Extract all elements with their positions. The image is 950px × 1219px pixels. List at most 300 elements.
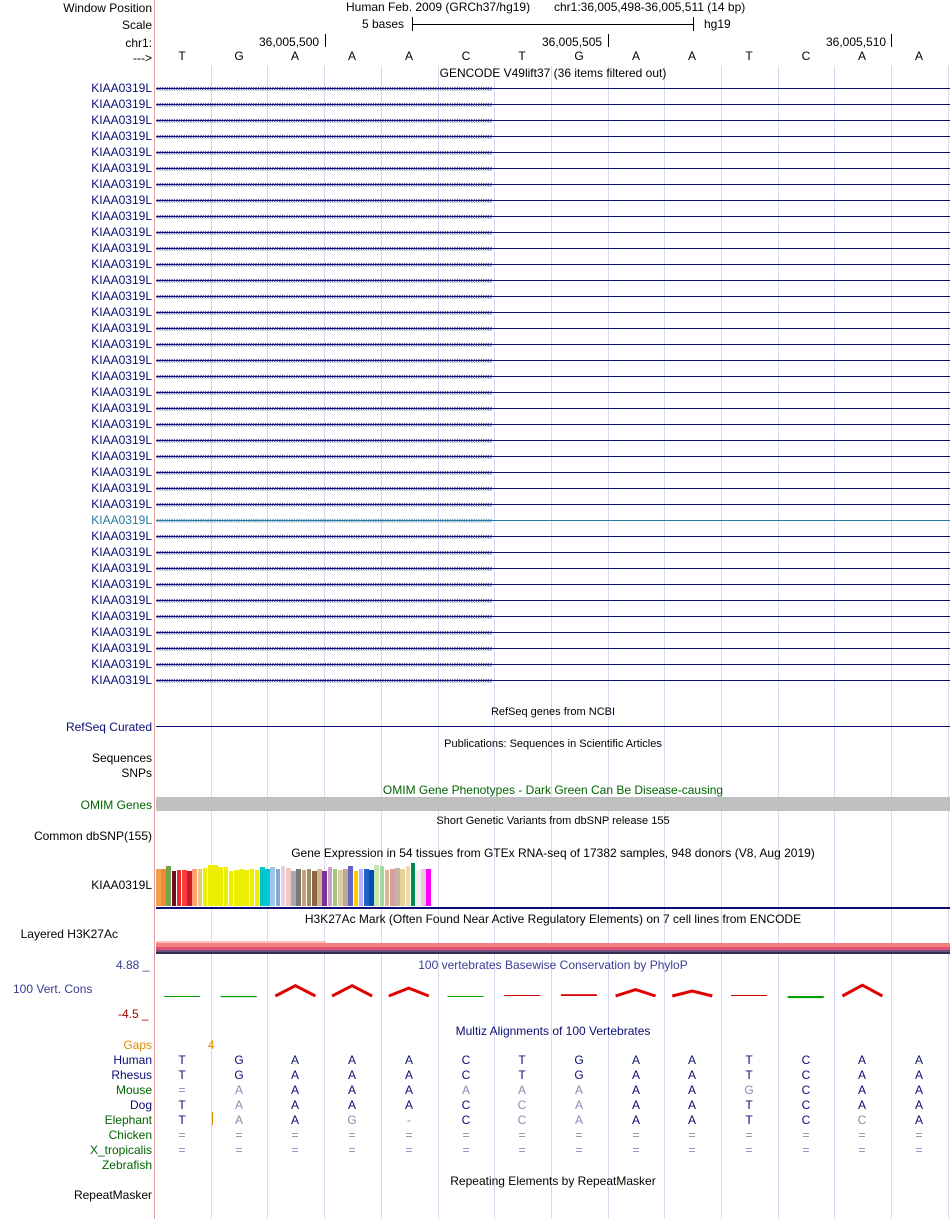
multiz-base: A	[234, 1083, 243, 1097]
gtex-tissue-bar[interactable]	[192, 869, 197, 906]
gencode-gene-label[interactable]: KIAA0319L	[91, 225, 152, 239]
ruler-tick	[325, 34, 326, 47]
multiz-base: A	[290, 1053, 299, 1067]
gtex-label[interactable]: KIAA0319L	[91, 878, 152, 892]
strand-arrows: ‹‹‹‹‹‹‹‹‹‹‹‹‹‹‹‹‹‹‹‹‹‹‹‹‹‹‹‹‹‹‹‹‹‹‹‹‹‹‹‹‹‹‹‹‹‹‹‹‹‹‹‹‹‹‹‹‹‹‹‹‹‹‹‹‹‹‹‹‹‹‹‹‹‹‹‹‹‹‹‹‹‹‹‹‹‹‹‹‹‹‹‹‹‹‹‹‹‹‹‹‹‹‹‹‹‹‹‹‹‹‹‹‹‹‹‹‹‹‹‹‹‹‹‹‹‹‹‹‹‹‹‹‹‹‹‹‹‹‹‹	[156, 643, 492, 653]
strand-arrows: ‹‹‹‹‹‹‹‹‹‹‹‹‹‹‹‹‹‹‹‹‹‹‹‹‹‹‹‹‹‹‹‹‹‹‹‹‹‹‹‹‹‹‹‹‹‹‹‹‹‹‹‹‹‹‹‹‹‹‹‹‹‹‹‹‹‹‹‹‹‹‹‹‹‹‹‹‹‹‹‹‹‹‹‹‹‹‹‹‹‹‹‹‹‹‹‹‹‹‹‹‹‹‹‹‹‹‹‹‹‹‹‹‹‹‹‹‹‹‹‹‹‹‹‹‹‹‹‹‹‹‹‹‹‹‹‹‹‹‹‹	[156, 227, 492, 237]
gencode-transcript[interactable]	[156, 210, 950, 223]
gencode-transcript[interactable]	[156, 354, 950, 367]
gtex-tissue-bar[interactable]	[369, 870, 374, 906]
gtex-tissue-bar[interactable]	[234, 870, 239, 906]
gtex-tissue-bar[interactable]	[265, 869, 270, 906]
gencode-transcript[interactable]	[156, 514, 950, 527]
gtex-tissue-bar[interactable]	[161, 869, 166, 906]
multiz-species-label[interactable]: Chicken	[108, 1128, 152, 1142]
gencode-transcript[interactable]	[156, 498, 950, 511]
strand-arrows: ‹‹‹‹‹‹‹‹‹‹‹‹‹‹‹‹‹‹‹‹‹‹‹‹‹‹‹‹‹‹‹‹‹‹‹‹‹‹‹‹‹‹‹‹‹‹‹‹‹‹‹‹‹‹‹‹‹‹‹‹‹‹‹‹‹‹‹‹‹‹‹‹‹‹‹‹‹‹‹‹‹‹‹‹‹‹‹‹‹‹‹‹‹‹‹‹‹‹‹‹‹‹‹‹‹‹‹‹‹‹‹‹‹‹‹‹‹‹‹‹‹‹‹‹‹‹‹‹‹‹‹‹‹‹‹‹‹‹‹‹	[156, 451, 492, 461]
multiz-base: =	[291, 1128, 299, 1142]
window-position-label: Window Position	[63, 1, 152, 15]
gtex-title: Gene Expression in 54 tissues from GTEx RNA-seq of 17382 samples, 948 donors (V8, Aug 2019)	[291, 846, 815, 860]
multiz-base: A	[914, 1083, 923, 1097]
gencode-gene-label[interactable]: KIAA0319L	[91, 145, 152, 159]
refseq-gene-line[interactable]	[156, 726, 950, 727]
multiz-species-label[interactable]: X_tropicalis	[89, 1143, 152, 1157]
omim-title: OMIM Gene Phenotypes - Dark Green Can Be Disease-causing	[382, 783, 724, 797]
publications-sequences-label[interactable]: Sequences	[91, 751, 152, 765]
dbsnp-label[interactable]: Common dbSNP(155)	[33, 829, 152, 843]
phylop-max-label: 4.88 _	[116, 958, 150, 972]
multiz-base: C	[857, 1113, 867, 1127]
strand-arrows: ‹‹‹‹‹‹‹‹‹‹‹‹‹‹‹‹‹‹‹‹‹‹‹‹‹‹‹‹‹‹‹‹‹‹‹‹‹‹‹‹‹‹‹‹‹‹‹‹‹‹‹‹‹‹‹‹‹‹‹‹‹‹‹‹‹‹‹‹‹‹‹‹‹‹‹‹‹‹‹‹‹‹‹‹‹‹‹‹‹‹‹‹‹‹‹‹‹‹‹‹‹‹‹‹‹‹‹‹‹‹‹‹‹‹‹‹‹‹‹‹‹‹‹‹‹‹‹‹‹‹‹‹‹‹‹‹‹‹‹‹	[156, 243, 492, 253]
gencode-gene-label[interactable]: KIAA0319L	[91, 385, 152, 399]
gencode-gene-label[interactable]: KIAA0319L	[91, 657, 152, 671]
multiz-base: =	[745, 1143, 753, 1157]
gencode-gene-label[interactable]: KIAA0319L	[91, 449, 152, 463]
strand-arrows: ‹‹‹‹‹‹‹‹‹‹‹‹‹‹‹‹‹‹‹‹‹‹‹‹‹‹‹‹‹‹‹‹‹‹‹‹‹‹‹‹‹‹‹‹‹‹‹‹‹‹‹‹‹‹‹‹‹‹‹‹‹‹‹‹‹‹‹‹‹‹‹‹‹‹‹‹‹‹‹‹‹‹‹‹‹‹‹‹‹‹‹‹‹‹‹‹‹‹‹‹‹‹‹‹‹‹‹‹‹‹‹‹‹‹‹‹‹‹‹‹‹‹‹‹‹‹‹‹‹‹‹‹‹‹‹‹‹‹‹‹	[156, 531, 492, 541]
gencode-transcript[interactable]	[156, 434, 950, 447]
multiz-base: T	[518, 1068, 526, 1082]
multiz-base: A	[574, 1113, 583, 1127]
gencode-gene-label[interactable]: KIAA0319L	[91, 673, 152, 687]
gencode-transcript[interactable]	[156, 594, 950, 607]
sequence-base: A	[914, 49, 923, 63]
gencode-transcript[interactable]	[156, 642, 950, 655]
gencode-transcript[interactable]	[156, 370, 950, 383]
multiz-base: =	[235, 1128, 243, 1142]
multiz-base: A	[687, 1068, 696, 1082]
strand-arrows: ‹‹‹‹‹‹‹‹‹‹‹‹‹‹‹‹‹‹‹‹‹‹‹‹‹‹‹‹‹‹‹‹‹‹‹‹‹‹‹‹‹‹‹‹‹‹‹‹‹‹‹‹‹‹‹‹‹‹‹‹‹‹‹‹‹‹‹‹‹‹‹‹‹‹‹‹‹‹‹‹‹‹‹‹‹‹‹‹‹‹‹‹‹‹‹‹‹‹‹‹‹‹‹‹‹‹‹‹‹‹‹‹‹‹‹‹‹‹‹‹‹‹‹‹‹‹‹‹‹‹‹‹‹‹‹‹‹‹‹‹	[156, 163, 492, 173]
gencode-transcript[interactable]	[156, 530, 950, 543]
gencode-gene-label[interactable]: KIAA0319L	[91, 401, 152, 415]
gencode-gene-label[interactable]: KIAA0319L	[91, 593, 152, 607]
gtex-tissue-bar[interactable]	[255, 870, 260, 906]
strand-arrows: ‹‹‹‹‹‹‹‹‹‹‹‹‹‹‹‹‹‹‹‹‹‹‹‹‹‹‹‹‹‹‹‹‹‹‹‹‹‹‹‹‹‹‹‹‹‹‹‹‹‹‹‹‹‹‹‹‹‹‹‹‹‹‹‹‹‹‹‹‹‹‹‹‹‹‹‹‹‹‹‹‹‹‹‹‹‹‹‹‹‹‹‹‹‹‹‹‹‹‹‹‹‹‹‹‹‹‹‹‹‹‹‹‹‹‹‹‹‹‹‹‹‹‹‹‹‹‹‹‹‹‹‹‹‹‹‹‹‹‹‹	[156, 499, 492, 509]
multiz-base: C	[517, 1113, 527, 1127]
multiz-base: A	[914, 1113, 923, 1127]
gtex-tissue-bar[interactable]	[224, 867, 229, 906]
multiz-base: A	[857, 1083, 866, 1097]
gtex-tissue-bar[interactable]	[307, 869, 312, 906]
gtex-tissue-bar[interactable]	[317, 869, 322, 906]
refseq-title: RefSeq genes from NCBI	[490, 706, 616, 718]
publications-snps-label[interactable]: SNPs	[121, 766, 152, 780]
assembly-name: Human Feb. 2009 (GRCh37/hg19)	[346, 0, 531, 14]
multiz-base: G	[574, 1068, 584, 1082]
strand-arrows: ‹‹‹‹‹‹‹‹‹‹‹‹‹‹‹‹‹‹‹‹‹‹‹‹‹‹‹‹‹‹‹‹‹‹‹‹‹‹‹‹‹‹‹‹‹‹‹‹‹‹‹‹‹‹‹‹‹‹‹‹‹‹‹‹‹‹‹‹‹‹‹‹‹‹‹‹‹‹‹‹‹‹‹‹‹‹‹‹‹‹‹‹‹‹‹‹‹‹‹‹‹‹‹‹‹‹‹‹‹‹‹‹‹‹‹‹‹‹‹‹‹‹‹‹‹‹‹‹‹‹‹‹‹‹‹‹‹‹‹‹	[156, 627, 492, 637]
gencode-gene-label[interactable]: KIAA0319L	[91, 97, 152, 111]
multiz-base: A	[404, 1068, 413, 1082]
multiz-base: A	[347, 1068, 356, 1082]
gtex-tissue-bar[interactable]	[328, 867, 333, 906]
gencode-gene-label[interactable]: KIAA0319L	[91, 337, 152, 351]
multiz-base: A	[857, 1068, 866, 1082]
gencode-transcript[interactable]	[156, 546, 950, 559]
multiz-base: A	[404, 1098, 413, 1112]
gencode-transcript[interactable]	[156, 290, 950, 303]
gtex-tissue-bar[interactable]	[374, 865, 379, 906]
strand-arrows: ‹‹‹‹‹‹‹‹‹‹‹‹‹‹‹‹‹‹‹‹‹‹‹‹‹‹‹‹‹‹‹‹‹‹‹‹‹‹‹‹‹‹‹‹‹‹‹‹‹‹‹‹‹‹‹‹‹‹‹‹‹‹‹‹‹‹‹‹‹‹‹‹‹‹‹‹‹‹‹‹‹‹‹‹‹‹‹‹‹‹‹‹‹‹‹‹‹‹‹‹‹‹‹‹‹‹‹‹‹‹‹‹‹‹‹‹‹‹‹‹‹‹‹‹‹‹‹‹‹‹‹‹‹‹‹‹‹‹‹‹	[156, 115, 492, 125]
scale-text: 5 bases	[362, 17, 405, 31]
phylop-peak	[672, 991, 712, 996]
multiz-base: A	[574, 1083, 583, 1097]
gtex-tissue-bar[interactable]	[322, 871, 327, 906]
phylop-score-bar	[164, 996, 200, 997]
sequence-base: T	[178, 49, 186, 63]
gtex-tissue-bar[interactable]	[338, 870, 343, 906]
gtex-tissue-bar[interactable]	[333, 869, 338, 906]
scale-bar	[412, 17, 694, 31]
strand-arrows: ‹‹‹‹‹‹‹‹‹‹‹‹‹‹‹‹‹‹‹‹‹‹‹‹‹‹‹‹‹‹‹‹‹‹‹‹‹‹‹‹‹‹‹‹‹‹‹‹‹‹‹‹‹‹‹‹‹‹‹‹‹‹‹‹‹‹‹‹‹‹‹‹‹‹‹‹‹‹‹‹‹‹‹‹‹‹‹‹‹‹‹‹‹‹‹‹‹‹‹‹‹‹‹‹‹‹‹‹‹‹‹‹‹‹‹‹‹‹‹‹‹‹‹‹‹‹‹‹‹‹‹‹‹‹‹‹‹‹‹‹	[156, 579, 492, 589]
multiz-base: C	[801, 1068, 811, 1082]
strand-arrows: ‹‹‹‹‹‹‹‹‹‹‹‹‹‹‹‹‹‹‹‹‹‹‹‹‹‹‹‹‹‹‹‹‹‹‹‹‹‹‹‹‹‹‹‹‹‹‹‹‹‹‹‹‹‹‹‹‹‹‹‹‹‹‹‹‹‹‹‹‹‹‹‹‹‹‹‹‹‹‹‹‹‹‹‹‹‹‹‹‹‹‹‹‹‹‹‹‹‹‹‹‹‹‹‹‹‹‹‹‹‹‹‹‹‹‹‹‹‹‹‹‹‹‹‹‹‹‹‹‹‹‹‹‹‹‹‹‹‹‹‹	[156, 259, 492, 269]
gencode-transcript[interactable]	[156, 658, 950, 671]
multiz-base: C	[517, 1098, 527, 1112]
gencode-gene-label[interactable]: KIAA0319L	[91, 177, 152, 191]
multiz-base: C	[461, 1068, 471, 1082]
multiz-base: A	[914, 1053, 923, 1067]
gencode-gene-label[interactable]: KIAA0319L	[91, 609, 152, 623]
multiz-base: =	[575, 1143, 583, 1157]
multiz-base: A	[290, 1068, 299, 1082]
gtex-tissue-bar[interactable]	[354, 871, 359, 906]
gencode-gene-label[interactable]: KIAA0319L	[91, 561, 152, 575]
multiz-base: C	[461, 1113, 471, 1127]
gencode-transcript[interactable]	[156, 626, 950, 639]
gtex-tissue-bar[interactable]	[359, 869, 364, 906]
strand-arrows: ‹‹‹‹‹‹‹‹‹‹‹‹‹‹‹‹‹‹‹‹‹‹‹‹‹‹‹‹‹‹‹‹‹‹‹‹‹‹‹‹‹‹‹‹‹‹‹‹‹‹‹‹‹‹‹‹‹‹‹‹‹‹‹‹‹‹‹‹‹‹‹‹‹‹‹‹‹‹‹‹‹‹‹‹‹‹‹‹‹‹‹‹‹‹‹‹‹‹‹‹‹‹‹‹‹‹‹‹‹‹‹‹‹‹‹‹‹‹‹‹‹‹‹‹‹‹‹‹‹‹‹‹‹‹‹‹‹‹‹‹	[156, 339, 492, 349]
multiz-base: A	[234, 1113, 243, 1127]
gtex-tissue-bar[interactable]	[182, 870, 187, 906]
phylop-score-bar	[788, 996, 824, 998]
ruler-tick-label: 36,005,510	[826, 35, 887, 49]
strand-label: --->	[133, 51, 152, 65]
ruler-tick	[891, 34, 892, 47]
gencode-transcript[interactable]	[156, 674, 950, 687]
track-border	[154, 0, 155, 1219]
multiz-base: =	[915, 1143, 923, 1157]
gtex-tissue-bar[interactable]	[281, 866, 286, 906]
gencode-gene-label[interactable]: KIAA0319L	[91, 129, 152, 143]
multiz-base: =	[348, 1143, 356, 1157]
phylop-score-bar	[221, 996, 257, 997]
multiz-base: T	[178, 1068, 186, 1082]
gencode-gene-label[interactable]: KIAA0319L	[91, 641, 152, 655]
gtex-tissue-bar[interactable]	[348, 866, 353, 906]
gtex-tissue-bar[interactable]	[400, 869, 405, 906]
strand-arrows: ‹‹‹‹‹‹‹‹‹‹‹‹‹‹‹‹‹‹‹‹‹‹‹‹‹‹‹‹‹‹‹‹‹‹‹‹‹‹‹‹‹‹‹‹‹‹‹‹‹‹‹‹‹‹‹‹‹‹‹‹‹‹‹‹‹‹‹‹‹‹‹‹‹‹‹‹‹‹‹‹‹‹‹‹‹‹‹‹‹‹‹‹‹‹‹‹‹‹‹‹‹‹‹‹‹‹‹‹‹‹‹‹‹‹‹‹‹‹‹‹‹‹‹‹‹‹‹‹‹‹‹‹‹‹‹‹‹‹‹‹	[156, 179, 492, 189]
sequence-base: A	[687, 49, 696, 63]
gencode-gene-label[interactable]: KIAA0319L	[91, 577, 152, 591]
gencode-transcript[interactable]	[156, 242, 950, 255]
multiz-base: C	[461, 1098, 471, 1112]
gtex-tissue-bar[interactable]	[218, 867, 223, 906]
ruler-tick-label: 36,005,505	[542, 35, 603, 49]
gtex-tissue-bar[interactable]	[426, 869, 431, 906]
multiz-base: =	[802, 1143, 810, 1157]
dbsnp-title: Short Genetic Variants from dbSNP release 155	[436, 815, 670, 827]
gencode-transcript[interactable]	[156, 194, 950, 207]
multiz-base: A	[914, 1098, 923, 1112]
gtex-tissue-bar[interactable]	[260, 867, 265, 906]
multiz-base: T	[745, 1068, 753, 1082]
strand-arrows: ‹‹‹‹‹‹‹‹‹‹‹‹‹‹‹‹‹‹‹‹‹‹‹‹‹‹‹‹‹‹‹‹‹‹‹‹‹‹‹‹‹‹‹‹‹‹‹‹‹‹‹‹‹‹‹‹‹‹‹‹‹‹‹‹‹‹‹‹‹‹‹‹‹‹‹‹‹‹‹‹‹‹‹‹‹‹‹‹‹‹‹‹‹‹‹‹‹‹‹‹‹‹‹‹‹‹‹‹‹‹‹‹‹‹‹‹‹‹‹‹‹‹‹‹‹‹‹‹‹‹‹‹‹‹‹‹‹‹‹‹	[156, 83, 492, 93]
multiz-base: A	[404, 1083, 413, 1097]
gtex-tissue-bar[interactable]	[177, 870, 182, 906]
multiz-base: A	[290, 1098, 299, 1112]
gencode-transcript[interactable]	[156, 322, 950, 335]
multiz-base: =	[291, 1143, 299, 1157]
gencode-gene-label[interactable]: KIAA0319L	[91, 625, 152, 639]
multiz-base: =	[348, 1128, 356, 1142]
gtex-tissue-bar[interactable]	[172, 871, 177, 906]
sequence-base: T	[518, 49, 526, 63]
phylop-conservation-plot[interactable]	[156, 980, 950, 1000]
gencode-gene-label[interactable]: KIAA0319L	[91, 289, 152, 303]
gencode-transcript[interactable]	[156, 418, 950, 431]
multiz-base: A	[687, 1083, 696, 1097]
gtex-tissue-bar[interactable]	[166, 866, 171, 906]
phylop-score-bar	[448, 996, 484, 997]
gtex-tissue-bar[interactable]	[411, 863, 416, 906]
h3k27ac-label[interactable]: Layered H3K27Ac	[20, 927, 118, 941]
repeatmasker-label[interactable]: RepeatMasker	[73, 1188, 152, 1202]
gtex-tissue-bar[interactable]	[296, 869, 301, 906]
multiz-base: A	[461, 1083, 470, 1097]
gtex-tissue-bar[interactable]	[421, 869, 426, 906]
strand-arrows: ‹‹‹‹‹‹‹‹‹‹‹‹‹‹‹‹‹‹‹‹‹‹‹‹‹‹‹‹‹‹‹‹‹‹‹‹‹‹‹‹‹‹‹‹‹‹‹‹‹‹‹‹‹‹‹‹‹‹‹‹‹‹‹‹‹‹‹‹‹‹‹‹‹‹‹‹‹‹‹‹‹‹‹‹‹‹‹‹‹‹‹‹‹‹‹‹‹‹‹‹‹‹‹‹‹‹‹‹‹‹‹‹‹‹‹‹‹‹‹‹‹‹‹‹‹‹‹‹‹‹‹‹‹‹‹‹‹‹‹‹	[156, 467, 492, 477]
multiz-base: G	[234, 1068, 244, 1082]
multiz-base: =	[518, 1128, 526, 1142]
strand-arrows: ‹‹‹‹‹‹‹‹‹‹‹‹‹‹‹‹‹‹‹‹‹‹‹‹‹‹‹‹‹‹‹‹‹‹‹‹‹‹‹‹‹‹‹‹‹‹‹‹‹‹‹‹‹‹‹‹‹‹‹‹‹‹‹‹‹‹‹‹‹‹‹‹‹‹‹‹‹‹‹‹‹‹‹‹‹‹‹‹‹‹‹‹‹‹‹‹‹‹‹‹‹‹‹‹‹‹‹‹‹‹‹‹‹‹‹‹‹‹‹‹‹‹‹‹‹‹‹‹‹‹‹‹‹‹‹‹‹‹‹‹	[156, 659, 492, 669]
scale-label: Scale	[121, 18, 152, 32]
multiz-base: =	[632, 1143, 640, 1157]
multiz-species-label[interactable]: Rhesus	[111, 1068, 152, 1082]
multiz-base: A	[631, 1098, 640, 1112]
gap-marker	[212, 1112, 213, 1125]
strand-arrows: ‹‹‹‹‹‹‹‹‹‹‹‹‹‹‹‹‹‹‹‹‹‹‹‹‹‹‹‹‹‹‹‹‹‹‹‹‹‹‹‹‹‹‹‹‹‹‹‹‹‹‹‹‹‹‹‹‹‹‹‹‹‹‹‹‹‹‹‹‹‹‹‹‹‹‹‹‹‹‹‹‹‹‹‹‹‹‹‹‹‹‹‹‹‹‹‹‹‹‹‹‹‹‹‹‹‹‹‹‹‹‹‹‹‹‹‹‹‹‹‹‹‹‹‹‹‹‹‹‹‹‹‹‹‹‹‹‹‹‹‹	[156, 387, 492, 397]
gencode-transcript[interactable]	[156, 402, 950, 415]
gencode-gene-label[interactable]: KIAA0319L	[91, 353, 152, 367]
multiz-base: G	[574, 1053, 584, 1067]
gtex-baseline	[156, 907, 950, 909]
multiz-base: C	[801, 1098, 811, 1112]
multiz-base: A	[517, 1083, 526, 1097]
gencode-gene-label[interactable]: KIAA0319L	[91, 273, 152, 287]
gtex-tissue-bar[interactable]	[244, 870, 249, 906]
gtex-tissue-bar[interactable]	[229, 871, 234, 906]
gencode-transcript[interactable]	[156, 482, 950, 495]
gencode-transcript[interactable]	[156, 162, 950, 175]
sequence-base: C	[801, 49, 811, 63]
strand-arrows: ‹‹‹‹‹‹‹‹‹‹‹‹‹‹‹‹‹‹‹‹‹‹‹‹‹‹‹‹‹‹‹‹‹‹‹‹‹‹‹‹‹‹‹‹‹‹‹‹‹‹‹‹‹‹‹‹‹‹‹‹‹‹‹‹‹‹‹‹‹‹‹‹‹‹‹‹‹‹‹‹‹‹‹‹‹‹‹‹‹‹‹‹‹‹‹‹‹‹‹‹‹‹‹‹‹‹‹‹‹‹‹‹‹‹‹‹‹‹‹‹‹‹‹‹‹‹‹‹‹‹‹‹‹‹‹‹‹‹‹‹	[156, 611, 492, 621]
phylop-label[interactable]: 100 Vert. Cons	[13, 982, 93, 996]
phylop-score-bar	[731, 995, 767, 996]
phylop-title: 100 vertebrates Basewise Conservation by PhyloP	[418, 958, 688, 972]
multiz-base: =	[802, 1128, 810, 1142]
gencode-transcript[interactable]	[156, 258, 950, 271]
gencode-transcript[interactable]	[156, 98, 950, 111]
sequence-base: C	[461, 49, 471, 63]
gencode-gene-label[interactable]: KIAA0319L	[91, 209, 152, 223]
gtex-tissue-bar[interactable]	[395, 868, 400, 906]
omim-label[interactable]: OMIM Genes	[80, 798, 152, 812]
gtex-tissue-bar[interactable]	[302, 870, 307, 906]
gtex-tissue-bar[interactable]	[250, 869, 255, 906]
multiz-title: Multiz Alignments of 100 Vertebrates	[455, 1024, 651, 1038]
sequence-base: G	[234, 49, 244, 63]
multiz-base: A	[687, 1053, 696, 1067]
gencode-transcript[interactable]	[156, 578, 950, 591]
gencode-transcript[interactable]	[156, 146, 950, 159]
gencode-transcript[interactable]	[156, 178, 950, 191]
gtex-tissue-bar[interactable]	[270, 867, 275, 906]
gencode-gene-label[interactable]: KIAA0319L	[91, 113, 152, 127]
gencode-transcript[interactable]	[156, 226, 950, 239]
gencode-gene-label[interactable]: KIAA0319L	[91, 241, 152, 255]
gencode-transcript[interactable]	[156, 306, 950, 319]
gencode-transcript[interactable]	[156, 130, 950, 143]
multiz-species-label[interactable]: Dog	[129, 1098, 152, 1112]
gencode-transcript[interactable]	[156, 338, 950, 351]
gtex-tissue-bar[interactable]	[156, 869, 161, 906]
phylop-score-bar	[504, 995, 540, 996]
multiz-base: =	[858, 1143, 866, 1157]
strand-arrows: ‹‹‹‹‹‹‹‹‹‹‹‹‹‹‹‹‹‹‹‹‹‹‹‹‹‹‹‹‹‹‹‹‹‹‹‹‹‹‹‹‹‹‹‹‹‹‹‹‹‹‹‹‹‹‹‹‹‹‹‹‹‹‹‹‹‹‹‹‹‹‹‹‹‹‹‹‹‹‹‹‹‹‹‹‹‹‹‹‹‹‹‹‹‹‹‹‹‹‹‹‹‹‹‹‹‹‹‹‹‹‹‹‹‹‹‹‹‹‹‹‹‹‹‹‹‹‹‹‹‹‹‹‹‹‹‹‹‹‹‹	[156, 595, 492, 605]
gtex-tissue-bar[interactable]	[203, 868, 208, 906]
gencode-transcript[interactable]	[156, 82, 950, 95]
repeatmasker-title: Repeating Elements by RepeatMasker	[450, 1174, 656, 1188]
gencode-gene-label[interactable]: KIAA0319L	[91, 529, 152, 543]
gencode-gene-label[interactable]: KIAA0319L	[91, 161, 152, 175]
multiz-base: =	[745, 1128, 753, 1142]
multiz-base: A	[347, 1098, 356, 1112]
gtex-tissue-bar[interactable]	[390, 869, 395, 906]
gtex-tissue-bar[interactable]	[385, 870, 390, 906]
gencode-title: GENCODE V49lift37 (36 items filtered out)	[439, 66, 667, 80]
strand-arrows: ‹‹‹‹‹‹‹‹‹‹‹‹‹‹‹‹‹‹‹‹‹‹‹‹‹‹‹‹‹‹‹‹‹‹‹‹‹‹‹‹‹‹‹‹‹‹‹‹‹‹‹‹‹‹‹‹‹‹‹‹‹‹‹‹‹‹‹‹‹‹‹‹‹‹‹‹‹‹‹‹‹‹‹‹‹‹‹‹‹‹‹‹‹‹‹‹‹‹‹‹‹‹‹‹‹‹‹‹‹‹‹‹‹‹‹‹‹‹‹‹‹‹‹‹‹‹‹‹‹‹‹‹‹‹‹‹‹‹‹‹	[156, 147, 492, 157]
gencode-transcript[interactable]	[156, 386, 950, 399]
multiz-base: A	[631, 1068, 640, 1082]
multiz-base: G	[744, 1083, 754, 1097]
omim-gene-bar[interactable]	[156, 797, 950, 811]
multiz-species-label[interactable]: Mouse	[115, 1083, 152, 1097]
gtex-tissue-bar[interactable]	[213, 865, 218, 906]
gencode-gene-label[interactable]: KIAA0319L	[91, 193, 152, 207]
gtex-tissue-bar[interactable]	[208, 865, 213, 906]
gtex-tissue-bar[interactable]	[239, 869, 244, 906]
gtex-tissue-bar[interactable]	[364, 869, 369, 906]
strand-arrows: ‹‹‹‹‹‹‹‹‹‹‹‹‹‹‹‹‹‹‹‹‹‹‹‹‹‹‹‹‹‹‹‹‹‹‹‹‹‹‹‹‹‹‹‹‹‹‹‹‹‹‹‹‹‹‹‹‹‹‹‹‹‹‹‹‹‹‹‹‹‹‹‹‹‹‹‹‹‹‹‹‹‹‹‹‹‹‹‹‹‹‹‹‹‹‹‹‹‹‹‹‹‹‹‹‹‹‹‹‹‹‹‹‹‹‹‹‹‹‹‹‹‹‹‹‹‹‹‹‹‹‹‹‹‹‹‹‹‹‹‹	[156, 355, 492, 365]
gtex-tissue-bar[interactable]	[406, 866, 411, 906]
strand-arrows: ‹‹‹‹‹‹‹‹‹‹‹‹‹‹‹‹‹‹‹‹‹‹‹‹‹‹‹‹‹‹‹‹‹‹‹‹‹‹‹‹‹‹‹‹‹‹‹‹‹‹‹‹‹‹‹‹‹‹‹‹‹‹‹‹‹‹‹‹‹‹‹‹‹‹‹‹‹‹‹‹‹‹‹‹‹‹‹‹‹‹‹‹‹‹‹‹‹‹‹‹‹‹‹‹‹‹‹‹‹‹‹‹‹‹‹‹‹‹‹‹‹‹‹‹‹‹‹‹‹‹‹‹‹‹‹‹‹‹‹‹	[156, 195, 492, 205]
sequence-base: G	[574, 49, 584, 63]
strand-arrows: ‹‹‹‹‹‹‹‹‹‹‹‹‹‹‹‹‹‹‹‹‹‹‹‹‹‹‹‹‹‹‹‹‹‹‹‹‹‹‹‹‹‹‹‹‹‹‹‹‹‹‹‹‹‹‹‹‹‹‹‹‹‹‹‹‹‹‹‹‹‹‹‹‹‹‹‹‹‹‹‹‹‹‹‹‹‹‹‹‹‹‹‹‹‹‹‹‹‹‹‹‹‹‹‹‹‹‹‹‹‹‹‹‹‹‹‹‹‹‹‹‹‹‹‹‹‹‹‹‹‹‹‹‹‹‹‹‹‹‹‹	[156, 99, 492, 109]
gencode-gene-label[interactable]: KIAA0319L	[91, 321, 152, 335]
strand-arrows: ‹‹‹‹‹‹‹‹‹‹‹‹‹‹‹‹‹‹‹‹‹‹‹‹‹‹‹‹‹‹‹‹‹‹‹‹‹‹‹‹‹‹‹‹‹‹‹‹‹‹‹‹‹‹‹‹‹‹‹‹‹‹‹‹‹‹‹‹‹‹‹‹‹‹‹‹‹‹‹‹‹‹‹‹‹‹‹‹‹‹‹‹‹‹‹‹‹‹‹‹‹‹‹‹‹‹‹‹‹‹‹‹‹‹‹‹‹‹‹‹‹‹‹‹‹‹‹‹‹‹‹‹‹‹‹‹‹‹‹‹	[156, 403, 492, 413]
gencode-gene-label[interactable]: KIAA0319L	[91, 81, 152, 95]
multiz-base: =	[178, 1128, 186, 1142]
multiz-species-label[interactable]: Elephant	[104, 1113, 152, 1127]
gencode-gene-label[interactable]: KIAA0319L	[91, 481, 152, 495]
multiz-base: =	[575, 1128, 583, 1142]
multiz-base: =	[858, 1128, 866, 1142]
gtex-tissue-bar[interactable]	[187, 871, 192, 906]
chr-label: chr1:	[125, 36, 152, 50]
gtex-expression-chart[interactable]	[156, 860, 556, 906]
strand-arrows: ‹‹‹‹‹‹‹‹‹‹‹‹‹‹‹‹‹‹‹‹‹‹‹‹‹‹‹‹‹‹‹‹‹‹‹‹‹‹‹‹‹‹‹‹‹‹‹‹‹‹‹‹‹‹‹‹‹‹‹‹‹‹‹‹‹‹‹‹‹‹‹‹‹‹‹‹‹‹‹‹‹‹‹‹‹‹‹‹‹‹‹‹‹‹‹‹‹‹‹‹‹‹‹‹‹‹‹‹‹‹‹‹‹‹‹‹‹‹‹‹‹‹‹‹‹‹‹‹‹‹‹‹‹‹‹‹‹‹‹‹	[156, 563, 492, 573]
ruler-tick	[608, 34, 609, 47]
phylop-peak	[332, 986, 372, 996]
multiz-base: T	[178, 1053, 186, 1067]
gtex-tissue-bar[interactable]	[198, 869, 203, 906]
gtex-tissue-bar[interactable]	[312, 871, 317, 906]
gencode-gene-label[interactable]: KIAA0319L	[91, 465, 152, 479]
strand-arrows: ‹‹‹‹‹‹‹‹‹‹‹‹‹‹‹‹‹‹‹‹‹‹‹‹‹‹‹‹‹‹‹‹‹‹‹‹‹‹‹‹‹‹‹‹‹‹‹‹‹‹‹‹‹‹‹‹‹‹‹‹‹‹‹‹‹‹‹‹‹‹‹‹‹‹‹‹‹‹‹‹‹‹‹‹‹‹‹‹‹‹‹‹‹‹‹‹‹‹‹‹‹‹‹‹‹‹‹‹‹‹‹‹‹‹‹‹‹‹‹‹‹‹‹‹‹‹‹‹‹‹‹‹‹‹‹‹‹‹‹‹	[156, 547, 492, 557]
gencode-transcript[interactable]	[156, 562, 950, 575]
strand-arrows: ‹‹‹‹‹‹‹‹‹‹‹‹‹‹‹‹‹‹‹‹‹‹‹‹‹‹‹‹‹‹‹‹‹‹‹‹‹‹‹‹‹‹‹‹‹‹‹‹‹‹‹‹‹‹‹‹‹‹‹‹‹‹‹‹‹‹‹‹‹‹‹‹‹‹‹‹‹‹‹‹‹‹‹‹‹‹‹‹‹‹‹‹‹‹‹‹‹‹‹‹‹‹‹‹‹‹‹‹‹‹‹‹‹‹‹‹‹‹‹‹‹‹‹‹‹‹‹‹‹‹‹‹‹‹‹‹‹‹‹‹	[156, 515, 492, 525]
gencode-transcript[interactable]	[156, 114, 950, 127]
gencode-gene-label[interactable]: KIAA0319L	[91, 369, 152, 383]
multiz-base: A	[687, 1098, 696, 1112]
multiz-species-label[interactable]: Human	[113, 1053, 152, 1067]
gtex-tissue-bar[interactable]	[276, 869, 281, 906]
gencode-transcript[interactable]	[156, 450, 950, 463]
gencode-gene-label[interactable]: KIAA0319L	[91, 497, 152, 511]
h3k27ac-title: H3K27Ac Mark (Often Found Near Active Regulatory Elements) on 7 cell lines from ENCODE	[304, 912, 802, 926]
multiz-base: =	[915, 1128, 923, 1142]
h3k27ac-signal-layer	[156, 952, 950, 954]
refseq-label[interactable]: RefSeq Curated	[65, 720, 152, 734]
multiz-base: C	[461, 1053, 471, 1067]
multiz-base: =	[178, 1083, 186, 1097]
gtex-tissue-bar[interactable]	[286, 868, 291, 906]
gencode-gene-label[interactable]: KIAA0319L	[91, 417, 152, 431]
multiz-base: -	[407, 1113, 411, 1127]
gencode-transcript[interactable]	[156, 610, 950, 623]
multiz-base: T	[745, 1053, 753, 1067]
sequence-base: T	[745, 49, 753, 63]
gencode-gene-label[interactable]: KIAA0319L	[91, 433, 152, 447]
multiz-base: =	[462, 1143, 470, 1157]
gtex-tissue-bar[interactable]	[416, 870, 421, 906]
strand-arrows: ‹‹‹‹‹‹‹‹‹‹‹‹‹‹‹‹‹‹‹‹‹‹‹‹‹‹‹‹‹‹‹‹‹‹‹‹‹‹‹‹‹‹‹‹‹‹‹‹‹‹‹‹‹‹‹‹‹‹‹‹‹‹‹‹‹‹‹‹‹‹‹‹‹‹‹‹‹‹‹‹‹‹‹‹‹‹‹‹‹‹‹‹‹‹‹‹‹‹‹‹‹‹‹‹‹‹‹‹‹‹‹‹‹‹‹‹‹‹‹‹‹‹‹‹‹‹‹‹‹‹‹‹‹‹‹‹‹‹‹‹	[156, 211, 492, 221]
gencode-transcript[interactable]	[156, 274, 950, 287]
multiz-base: A	[574, 1098, 583, 1112]
multiz-base: A	[857, 1098, 866, 1112]
multiz-base: A	[631, 1083, 640, 1097]
gtex-tissue-bar[interactable]	[343, 869, 348, 906]
multiz-base: A	[234, 1098, 243, 1112]
phylop-peak	[275, 986, 315, 996]
gencode-gene-label[interactable]: KIAA0319L	[91, 305, 152, 319]
gtex-tissue-bar[interactable]	[291, 871, 296, 906]
gencode-gene-label[interactable]: KIAA0319L	[91, 257, 152, 271]
multiz-base: A	[290, 1083, 299, 1097]
gtex-tissue-bar[interactable]	[380, 866, 385, 906]
multiz-base: A	[914, 1068, 923, 1082]
multiz-base: A	[631, 1113, 640, 1127]
multiz-base: T	[178, 1098, 186, 1112]
multiz-base: T	[745, 1098, 753, 1112]
strand-arrows: ‹‹‹‹‹‹‹‹‹‹‹‹‹‹‹‹‹‹‹‹‹‹‹‹‹‹‹‹‹‹‹‹‹‹‹‹‹‹‹‹‹‹‹‹‹‹‹‹‹‹‹‹‹‹‹‹‹‹‹‹‹‹‹‹‹‹‹‹‹‹‹‹‹‹‹‹‹‹‹‹‹‹‹‹‹‹‹‹‹‹‹‹‹‹‹‹‹‹‹‹‹‹‹‹‹‹‹‹‹‹‹‹‹‹‹‹‹‹‹‹‹‹‹‹‹‹‹‹‹‹‹‹‹‹‹‹‹‹‹‹	[156, 323, 492, 333]
gencode-gene-label[interactable]: KIAA0319L	[91, 545, 152, 559]
gencode-transcript[interactable]	[156, 466, 950, 479]
multiz-species-label[interactable]: Zebrafish	[101, 1158, 152, 1172]
gencode-gene-label[interactable]: KIAA0319L	[91, 513, 152, 527]
strand-arrows: ‹‹‹‹‹‹‹‹‹‹‹‹‹‹‹‹‹‹‹‹‹‹‹‹‹‹‹‹‹‹‹‹‹‹‹‹‹‹‹‹‹‹‹‹‹‹‹‹‹‹‹‹‹‹‹‹‹‹‹‹‹‹‹‹‹‹‹‹‹‹‹‹‹‹‹‹‹‹‹‹‹‹‹‹‹‹‹‹‹‹‹‹‹‹‹‹‹‹‹‹‹‹‹‹‹‹‹‹‹‹‹‹‹‹‹‹‹‹‹‹‹‹‹‹‹‹‹‹‹‹‹‹‹‹‹‹‹‹‹‹	[156, 371, 492, 381]
sequence-base: A	[290, 49, 299, 63]
multiz-base: A	[347, 1083, 356, 1097]
